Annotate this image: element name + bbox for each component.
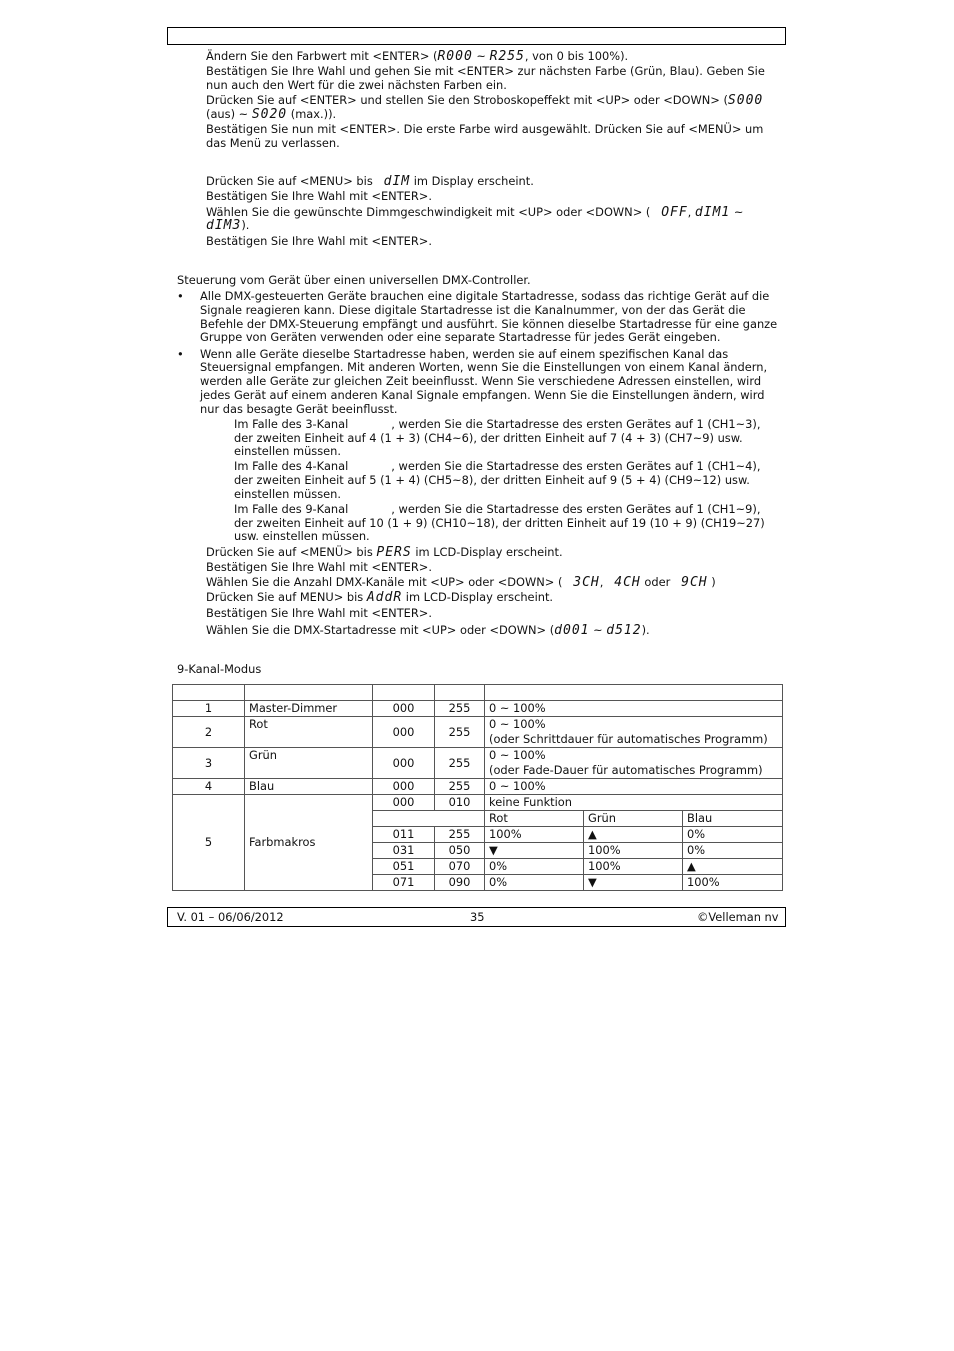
text-line: Drücken Sie auf <ENTER> und stellen Sie den Stroboskopeffekt mit <UP> oder <DOWN> (S000 [206,93,764,108]
text-line: Bestätigen Sie Ihre Wahl mit <ENTER>. [206,606,432,620]
text-line: Wählen Sie die gewünschte Dimmgeschwindigkeit mit <UP> oder <DOWN> ( OFF, dIM1 ~ [206,205,744,220]
lcd-off: OFF [661,205,688,220]
text-line: das Menü zu verlassen. [206,136,340,150]
bullet-line: Wenn alle Geräte dieselbe Startadresse haben, werden sie auf einem spezifischen Kanal das [200,347,729,361]
text-line: Wählen Sie die DMX-Startadresse mit <UP> oder <DOWN> (d001 ~ d512). [206,623,650,638]
lcd-r255: R255 [489,49,525,64]
table-row: 011 255 100% ▲ 0% [173,827,783,843]
bullet-icon: • [177,347,184,361]
text-line: Drücken Sie auf <MENÜ> bis PERS im LCD-Display erscheint. [206,545,563,560]
lcd-s020: S020 [251,107,288,122]
table-header-row [173,685,783,701]
bullet-line: Steuersignal empfangen. Mit anderen Worten, wenn Sie die Einstellungen von einem Kanal ändern, [200,360,768,374]
table-row: 4 Blau 000 255 0 ~ 100% [173,779,783,795]
case-line: Im Falle des 4-Kanal , werden Sie die Startadresse des ersten Gerätes auf 1 (CH1~4), [234,459,761,473]
text-line: Bestätigen Sie Ihre Wahl und gehen Sie mit <ENTER> zur nächsten Farbe (Grün, Blau). Geben Sie [206,64,765,78]
table-row: 051 070 0% 100% ▲ [173,859,783,875]
table-row: 3 Grün 000 255 0 ~ 100% (oder Fade-Dauer für automatisches Programm) [173,748,783,779]
text-line: (aus) ~ S020 (max.)). [206,107,337,122]
lcd-dim3: dIM3 [206,218,242,233]
case-line: der zweiten Einheit auf 5 (1 + 4) (CH5~8), der dritten Einheit auf 9 (5 + 4) (CH9~12) usw. [234,473,750,487]
text-line: dIM3). [206,218,250,233]
text-line: Bestätigen Sie Ihre Wahl mit <ENTER>. [206,560,432,574]
header-box [167,27,786,45]
footer-copyright: ©Velleman nv [697,910,779,924]
case-line: Im Falle des 9-Kanal , werden Sie die Startadresse des ersten Gerätes auf 1 (CH1~9), [234,502,761,516]
table-row: 071 090 0% ▼ 100% [173,875,783,891]
lcd-d512: d512 [606,623,642,638]
bullet-line: Signale reagieren kann. Diese digitale Startadresse ist die Kanalnummer, von der das Gerät die [200,303,746,317]
bullet-line: werden alle Geräte zur gleichen Zeit beeinflusst. Wenn Sie verschiedene Adressen einstellen, wird [200,374,762,388]
table-row: 031 050 ▼ 100% 0% [173,843,783,859]
lcd-d001: d001 [554,623,590,638]
text-line: Bestätigen Sie Ihre Wahl mit <ENTER>. [206,189,432,203]
bullet-line: Alle DMX-gesteuerten Geräte brauchen eine digitale Startadresse, sodass das richtige Gerät auf die [200,289,770,303]
case-line: usw. einstellen müssen. [234,529,370,543]
text-line: Drücken Sie auf <MENU> bis dIM im Display erscheint. [206,174,534,189]
lcd-r000: R000 [437,49,473,64]
bullet-line: jedes Gerät auf einem anderen Kanal Signale empfangen. Wenn Sie die Einstellungen ändern, wird [200,388,765,402]
bullet-line: Gruppe von Geräten verwenden oder eine separate Startadresse für jedes Gerät eingeben. [200,330,721,344]
lcd-9ch: 9CH [681,575,708,590]
bullet-line: nur das besagte Gerät beeinflusst. [200,402,398,416]
table-row: 2 Rot 000 255 0 ~ 100% (oder Schrittdauer für automatisches Programm) [173,717,783,748]
lcd-dim1: dIM1 [694,205,731,220]
page-number: 35 [470,910,485,924]
text-line: Bestätigen Sie nun mit <ENTER>. Die erste Farbe wird ausgewählt. Drücken Sie auf <MENÜ> um [206,122,764,136]
channel-table [172,684,783,891]
case-line: einstellen müssen. [234,444,342,458]
bullet-line: Befehle der DMX-Steuerung empfängt und ausführt. Sie können dieselbe Startadresse für eine ganze [200,317,778,331]
lcd-addr: AddR [366,590,403,605]
lcd-s000: S000 [727,93,764,108]
case-line: der zweiten Einheit auf 10 (1 + 9) (CH10~18), der dritten Einheit auf 19 (10 + 9) (CH19~27) [234,516,765,530]
text-line: nun auch den Wert für die zwei nächsten Farben ein. [206,78,507,92]
text-line: Bestätigen Sie Ihre Wahl mit <ENTER>. [206,234,432,248]
bullet-icon: • [177,289,184,303]
case-line: einstellen müssen. [234,487,342,501]
case-line: der zweiten Einheit auf 4 (1 + 3) (CH4~6), der dritten Einheit auf 7 (4 + 3) (CH7~9) usw. [234,431,743,445]
lcd-pers: PERS [376,545,412,560]
lcd-dim: dIM [383,174,411,189]
table-row: 5 Farbmakros 000 010 keine Funktion [173,795,783,811]
text-line: Ändern Sie den Farbwert mit <ENTER> (R000 ~ R255, von 0 bis 100%). [206,49,629,64]
text-line: Steuerung vom Gerät über einen universellen DMX-Controller. [177,273,531,287]
case-line: Im Falle des 3-Kanal , werden Sie die Startadresse des ersten Gerätes auf 1 (CH1~3), [234,417,761,431]
table-row: Rot Grün Blau [173,811,783,827]
table-row: 1 Master-Dimmer 000 255 0 ~ 100% [173,701,783,717]
lcd-3ch: 3CH [573,575,600,590]
footer-version: V. 01 – 06/06/2012 [177,910,284,924]
text-line: Wählen Sie die Anzahl DMX-Kanäle mit <UP> oder <DOWN> ( 3CH, 4CH oder 9CH ) [206,575,716,590]
section-title: 9-Kanal-Modus [177,662,262,676]
lcd-4ch: 4CH [614,575,641,590]
text-line: Drücken Sie auf MENU> bis AddR im LCD-Display erscheint. [206,590,554,605]
